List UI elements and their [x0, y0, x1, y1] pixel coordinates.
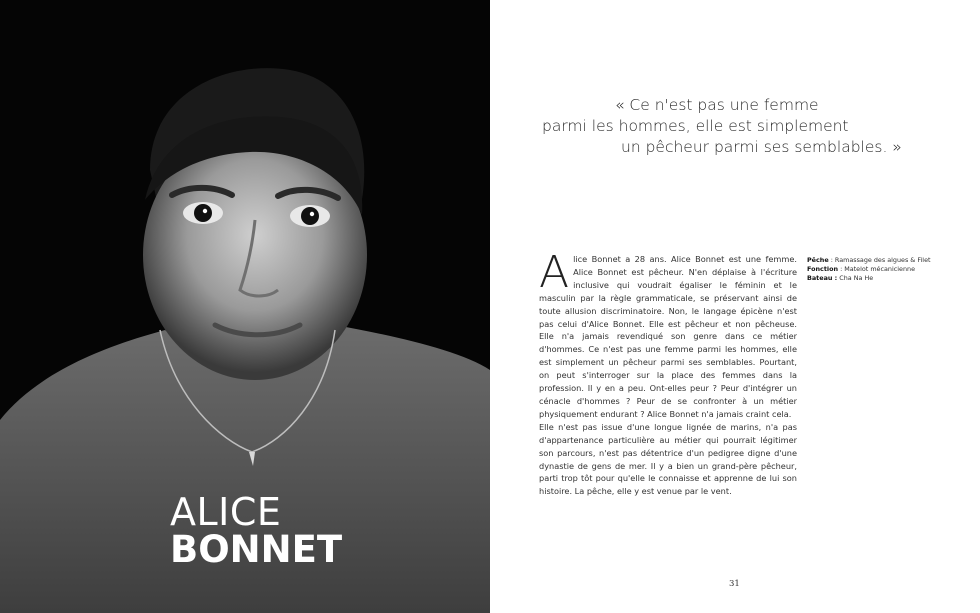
- fact-bateau-label: Bateau :: [807, 274, 838, 282]
- page-number: 31: [729, 579, 740, 589]
- fact-peche-label: Pêche: [807, 256, 829, 264]
- article-body: [539, 247, 797, 498]
- pull-quote-line-1: « Ce n'est pas une femme: [615, 96, 819, 114]
- article-paragraph-1: lice Bonnet a 28 ans. Alice Bonnet est une femme. Alice Bonnet est pêcheur. N'en déplaise à l'écriture inclusive qui voudrait égaliser le féminin et le masculin par la règle grammaticale, se préservant ainsi de toute allusion discriminatoire. Non, le langage épicène n'est pas celui d'Alice Bonnet. Elle est pêcheur et non pêcheuse. Elle n'a jamais revendiqué son genre dans ce métier d'hommes. Ce n'est pas une femme parmi les hommes, elle est simplement un pêcheur parmi ses semblables. Pourtant, on peut s'interroger sur la place des femmes dans la profession. Il y en a peu. Ont-elles peur ? Peur d'intégrer un cénacle d'hommes ? Peur de se confronter à un métier physiquement endurant ? Alice Bonnet n'a jamais craint cela.: [539, 254, 797, 419]
- fact-bateau: [807, 274, 957, 283]
- fact-fonction: [807, 265, 957, 274]
- fact-peche-value: : Ramassage des algues & Filet: [828, 256, 931, 264]
- last-name: BONNET: [170, 528, 343, 571]
- drop-cap: A: [539, 247, 570, 298]
- fact-bateau-value: Cha Na He: [837, 274, 874, 282]
- fact-box: [807, 256, 957, 283]
- subject-name: [170, 490, 343, 571]
- fact-peche: [807, 256, 957, 265]
- article-paragraph-2: Elle n'est pas issue d'une longue lignée de marins, n'a pas d'appartenance particulière au métier qui pourrait légitimer son parcours, n'est pas détentrice d'un pedigree digne d'une dynastie de gens de mer. Il y a bien un grand-père pêcheur, parti trop tôt pour qu'elle le connaisse et apprenne de lui son histoire. La pêche, elle y est venue par le vent.: [539, 421, 797, 497]
- pull-quote-line-2: parmi les hommes, elle est simplement: [542, 117, 849, 135]
- first-name: ALICE: [170, 490, 282, 534]
- fact-fonction-value: : Matelot mécanicienne: [838, 265, 916, 273]
- pull-quote-line-3: un pêcheur parmi ses semblables. »: [621, 138, 902, 156]
- fact-fonction-label: Fonction: [807, 265, 839, 273]
